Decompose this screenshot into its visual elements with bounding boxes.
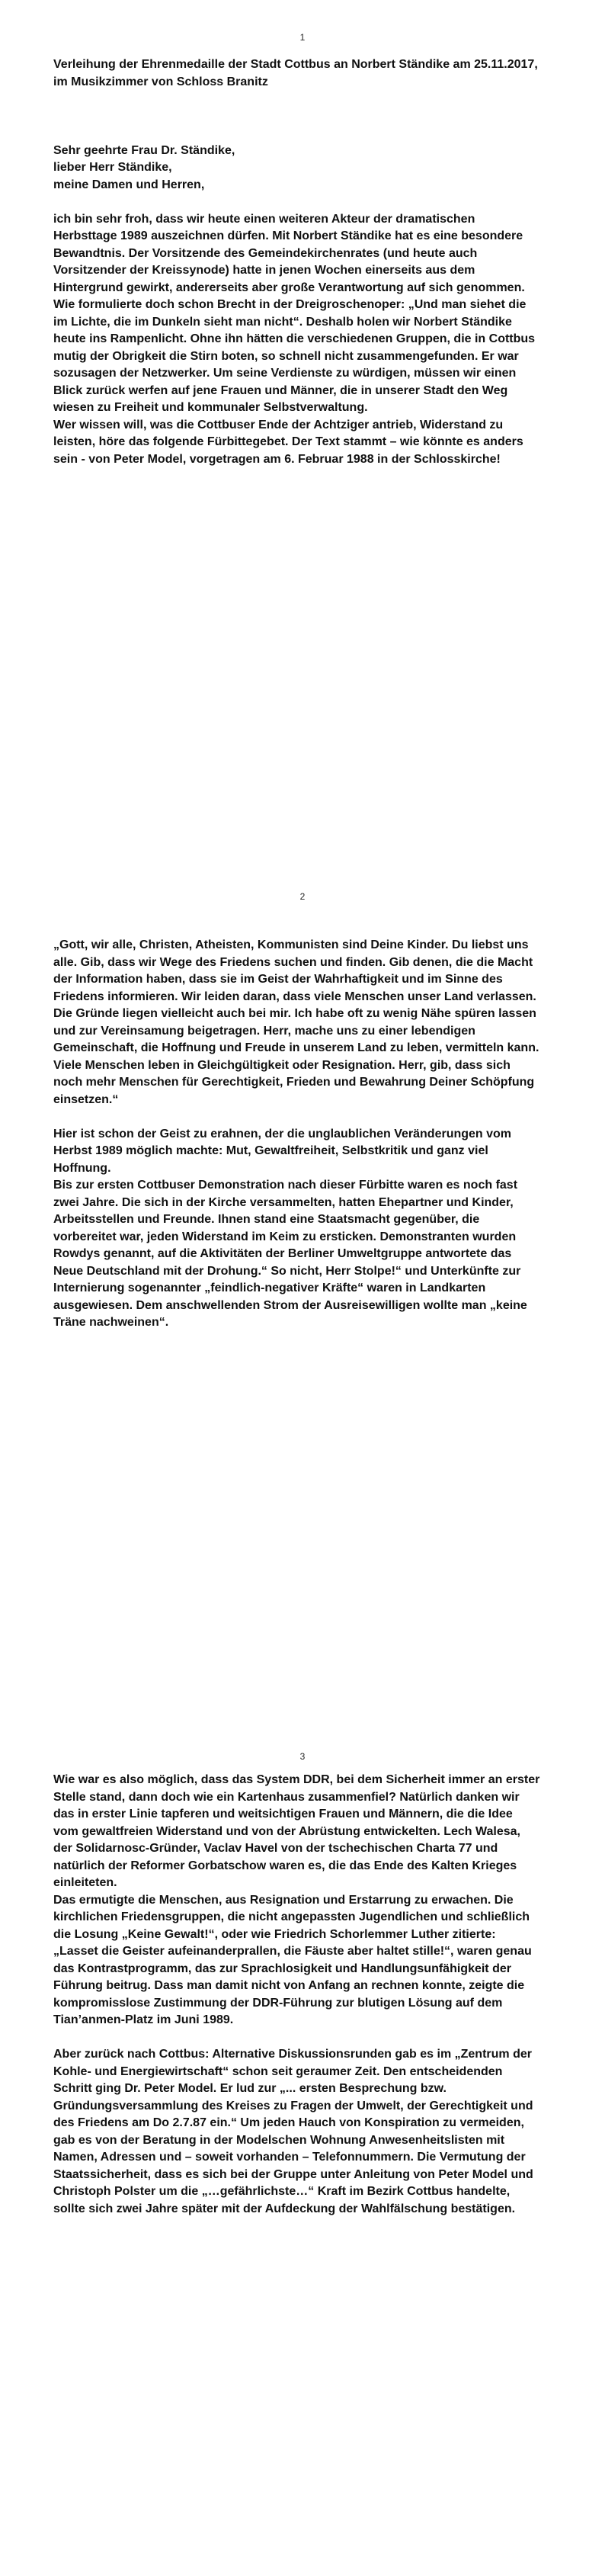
page-3-content bbox=[53, 1772, 541, 2218]
paragraph: Das ermutigte die Menschen, aus Resignation und Erstarrung zu erwachen. Die kirchlichen Friedensgruppen, die nicht angepassten Jugendlichen und schließlich die Losung „Keine Gewalt!“, oder wie Friedrich Schorlemmer Luther zitierte: „Lasset die Geister aufeinanderprallen, die Fäuste aber haltet stille!“, waren genau das Kontrastprogramm, das zur Sprachlosigkeit und Handlungsunfähigkeit der Führung beitrug. Dass man damit nicht von Anfang an rechnen konnte, zeigte die kompromisslose Zustimmung der DDR-Führung zur blutigen Lösung auf dem Tian’anmen-Platz im Juni 1989. bbox=[53, 1893, 532, 2026]
page-2-content bbox=[53, 937, 541, 1332]
page-number: 2 bbox=[299, 891, 306, 902]
salutation-line: meine Damen und Herren, bbox=[53, 178, 205, 191]
salutation-line: Sehr geehrte Frau Dr. Ständike, bbox=[53, 143, 235, 157]
paragraph: Wer wissen will, was die Cottbuser Ende der Achtziger antrieb, Widerstand zu leisten, höre das folgende Fürbittegebet. Der Text stammt – wie könnte es anders sein - von Peter Model, vorgetragen am 6. Februar 1988 in der Schlosskirche! bbox=[53, 418, 523, 466]
paragraph: Hier ist schon der Geist zu erahnen, der die unglaublichen Veränderungen vom Herbst 1989 möglich machte: Mut, Gewaltfreiheit, Selbstkritik und ganz viel Hoffnung. bbox=[53, 1127, 512, 1175]
prayer-quote: „Gott, wir alle, Christen, Atheisten, Kommunisten sind Deine Kinder. Du liebst uns alle. Gib, dass wir Wege des Friedens suchen und finden. Gib denen, die die Macht der Information haben, dass sie im Geist der Wahrhaftigkeit und im Sinne des Friedens informieren. Wir leiden daran, dass viele Menschen unser Land verlassen. Die Gründe liegen vielleicht auch bei mir. Ich habe oft zu wenig Nähe spüren lassen und zur Vereinsamung beigetragen. Herr, mache uns zu einer lebendigen Gemeinschaft, die Hoffnung und Freude in unserem Land zu leben, vermitteln kann. Viele Menschen leben in Gleichgültigkeit oder Resignation. Herr, gib, dass sich noch mehr Menschen für Gerechtigkeit, Frieden und Bewahrung Deiner Schöpfung einsetzen.“ bbox=[53, 938, 539, 1106]
page-1-content bbox=[53, 56, 541, 468]
page-number: 1 bbox=[299, 32, 306, 43]
paragraph: ich bin sehr froh, dass wir heute einen weiteren Akteur der dramatischen Herbsttage 1989 auszeichnen dürfen. Mit Norbert Ständike hat es eine besondere Bewandtnis. Der Vorsitzende des Gemeindekirchenrates (und heute auch Vorsitzender der Kreissynode) hatte in jenen Wochen einerseits aus dem Hintergrund gewirkt, andererseits aber große Verantwortung auf sich genommen. Wie formulierte doch schon Brecht in der Dreigroschenoper: „Und man siehet die im Lichte, die im Dunkeln sieht man nicht“. Deshalb holen wir Norbert Ständike heute ins Rampenlicht. Ohne ihn hätten die verschiedenen Gruppen, die in Cottbus mutig der Obrigkeit die Stirn boten, so schnell nicht zusammengefunden. Er war sozusagen der Netzwerker. Um seine Verdienste zu würdigen, müssen wir einen Blick zurück werfen auf jene Frauen und Männer, die in unserer Stadt den Weg wiesen zu Freiheit und kommunaler Selbstverwaltung. bbox=[53, 212, 536, 414]
document-title: Verleihung der Ehrenmedaille der Stadt Cottbus an Norbert Ständike am 25.11.2017, im Musikzimmer von Schloss Branitz bbox=[53, 58, 538, 88]
paragraph: Wie war es also möglich, dass das System DDR, bei dem Sicherheit immer an erster Stelle stand, dann doch wie ein Kartenhaus zusammenfiel? Natürlich danken wir das in erster Linie tapferen und weitsichtigen Frauen und Männern, die die Idee vom gewaltfreien Widerstand und von der Abrüstung entwickelten. Lech Walesa, der Solidarnosc-Gründer, Vaclav Havel von der tschechischen Charta 77 und natürlich der Reformer Gorbatschow waren es, die das Ende des Kalten Krieges einleiteten. bbox=[53, 1773, 540, 1889]
paragraph: Aber zurück nach Cottbus: Alternative Diskussionsrunden gab es im „Zentrum der Kohle- und Energiewirtschaft“ schon seit geraumer Zeit. Den entscheidenden Schritt ging Dr. Peter Model. Er lud zur „... ersten Besprechung bzw. Gründungsversammlung des Kreises zu Fragen der Umwelt, der Gerechtigkeit und des Friedens am Do 2.7.87 ein.“ Um jeden Hauch von Konspiration zu vermeiden, gab es von der Beratung in der Modelschen Wohnung Anwesenheitslisten mit Namen, Adressen und – soweit vorhanden – Telefonnummern. Die Vermutung der Staatssicherheit, dass es sich bei der Gruppe unter Anleitung von Peter Model und Christoph Polster um die „…gefährlichste…“ Kraft im Bezirk Cottbus handelte, sollte sich zwei Jahre später mit der Aufdeckung der Wahlfälschung bestätigen. bbox=[53, 2048, 533, 2215]
salutation-line: lieber Herr Ständike, bbox=[53, 161, 172, 174]
paragraph: Bis zur ersten Cottbuser Demonstration nach dieser Fürbitte waren es noch fast zwei Jahre. Die sich in der Kirche versammelten, hatten Ehepartner und Kinder, Arbeitsstellen und Freunde. Ihnen stand eine Staatsmacht gegenüber, die vorbereitet war, jeden Widerstand im Keim zu ersticken. Demonstranten wurden Rowdys genannt, auf die Aktivitäten der Berliner Umweltgruppe antwortete das Neue Deutschland mit der Drohung.“ So nicht, Herr Stolpe!“ und Unterkünfte zur Internierung sogenannter „feindlich-negativer Kräfte“ waren in Landkarten ausgewiesen. Dem anschwellenden Strom der Ausreisewilligen wollte man „keine Träne nachweinen“. bbox=[53, 1179, 527, 1329]
page-number: 3 bbox=[299, 1751, 306, 1762]
